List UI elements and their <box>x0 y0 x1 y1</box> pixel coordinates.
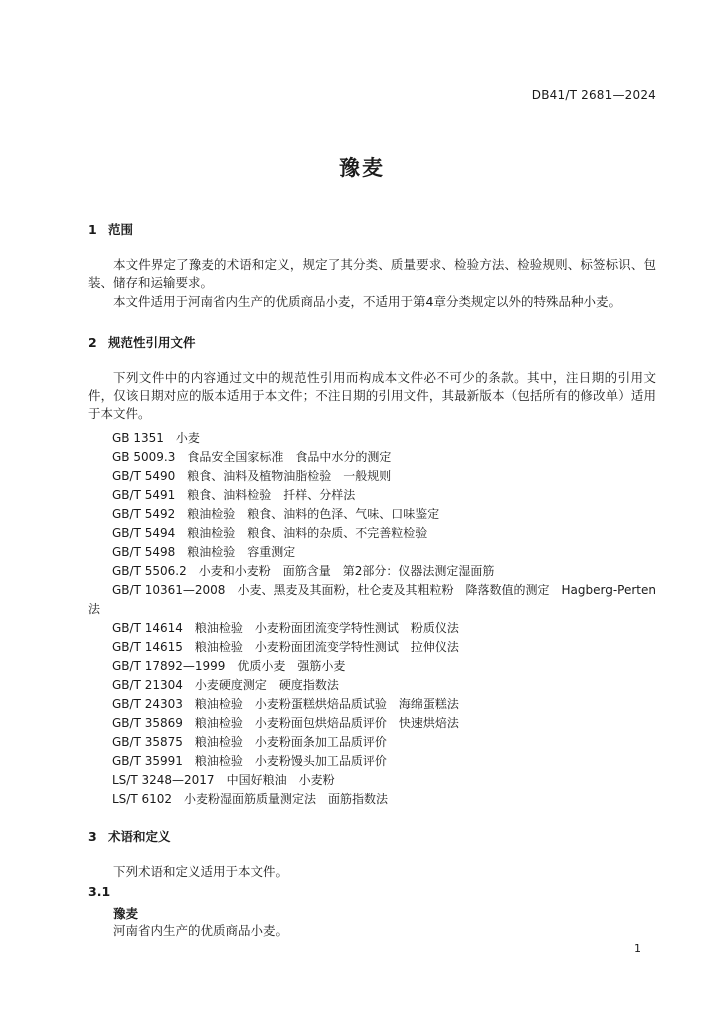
section-3-heading <box>88 827 171 845</box>
reference-item: GB/T 5491 粮食、油料检验 扦样、分样法 <box>112 488 356 502</box>
term-definition: 河南省内生产的优质商品小麦。 <box>113 923 289 938</box>
scope-paragraph-1-line-1: 本文件界定了豫麦的术语和定义，规定了其分类、质量要求、检验方法、检验规则、标签标识、包 <box>113 257 656 272</box>
section-number: 3 <box>88 829 97 844</box>
reference-item: GB/T 24303 粮油检验 小麦粉蛋糕烘焙品质试验 海绵蛋糕法 <box>112 697 459 711</box>
scope-paragraph-2: 本文件适用于河南省内生产的优质商品小麦，不适用于第4章分类规定以外的特殊品种小麦。 <box>113 294 621 309</box>
reference-item: GB/T 35875 粮油检验 小麦粉面条加工品质评价 <box>112 735 387 749</box>
reference-item-continuation: 法 <box>88 602 101 616</box>
reference-item: GB/T 17892—1999 优质小麦 强筋小麦 <box>112 659 346 673</box>
reference-item-long: GB/T 10361—2008 小麦、黑麦及其面粉，杜仑麦及其粗粒粉 降落数值的测定 Hagberg-Perten <box>112 583 656 597</box>
reference-item: LS/T 6102 小麦粉湿面筋质量测定法 面筋指数法 <box>112 792 389 806</box>
normative-intro-line-3: 于本文件。 <box>88 406 151 421</box>
reference-item: GB/T 5494 粮油检验 粮食、油料的杂质、不完善粒检验 <box>112 526 428 540</box>
section-title: 范围 <box>108 222 134 237</box>
reference-item: LS/T 3248—2017 中国好粮油 小麦粉 <box>112 773 335 787</box>
reference-item: GB 5009.3 食品安全国家标准 食品中水分的测定 <box>112 450 392 464</box>
scope-paragraph-1 <box>88 256 656 292</box>
reference-item: GB/T 14614 粮油检验 小麦粉面团流变学特性测试 粉质仪法 <box>112 621 459 635</box>
reference-item: GB/T 21304 小麦硬度测定 硬度指数法 <box>112 678 339 692</box>
scope-paragraph-1-line-2: 装、储存和运输要求。 <box>88 275 214 290</box>
reference-item: GB/T 5492 粮油检验 粮食、油料的色泽、气味、口味鉴定 <box>112 507 440 521</box>
term-name: 豫麦 <box>113 906 139 921</box>
page-number: 1 <box>634 942 641 955</box>
term-number: 3.1 <box>88 884 111 899</box>
reference-item: GB 1351 小麦 <box>112 431 200 445</box>
document-code: DB41/T 2681—2024 <box>531 88 656 102</box>
reference-item: GB/T 14615 粮油检验 小麦粉面团流变学特性测试 拉伸仪法 <box>112 640 459 654</box>
section-title: 规范性引用文件 <box>108 335 196 350</box>
section-number: 1 <box>88 222 97 237</box>
reference-item: GB/T 5498 粮油检验 容重测定 <box>112 545 296 559</box>
section-2-heading <box>88 333 196 351</box>
normative-intro-line-2: 件，仅该日期对应的版本适用于本文件；不注日期的引用文件，其最新版本（包括所有的修改单）适用 <box>88 388 656 403</box>
document-title: 豫麦 <box>339 156 385 180</box>
reference-item: GB/T 35991 粮油检验 小麦粉馒头加工品质评价 <box>112 754 387 768</box>
reference-item: GB/T 5490 粮食、油料及植物油脂检验 一般规则 <box>112 469 392 483</box>
reference-item: GB/T 35869 粮油检验 小麦粉面包烘焙品质评价 快速烘焙法 <box>112 716 459 730</box>
terms-intro: 下列术语和定义适用于本文件。 <box>113 864 289 879</box>
reference-item: GB/T 5506.2 小麦和小麦粉 面筋含量 第2部分：仪器法测定湿面筋 <box>112 564 495 578</box>
normative-intro-line-1: 下列文件中的内容通过文中的规范性引用而构成本文件必不可少的条款。其中，注日期的引用文 <box>113 370 656 385</box>
section-number: 2 <box>88 335 97 350</box>
normative-intro <box>88 369 656 423</box>
section-title: 术语和定义 <box>108 829 171 844</box>
section-1-heading <box>88 220 133 238</box>
